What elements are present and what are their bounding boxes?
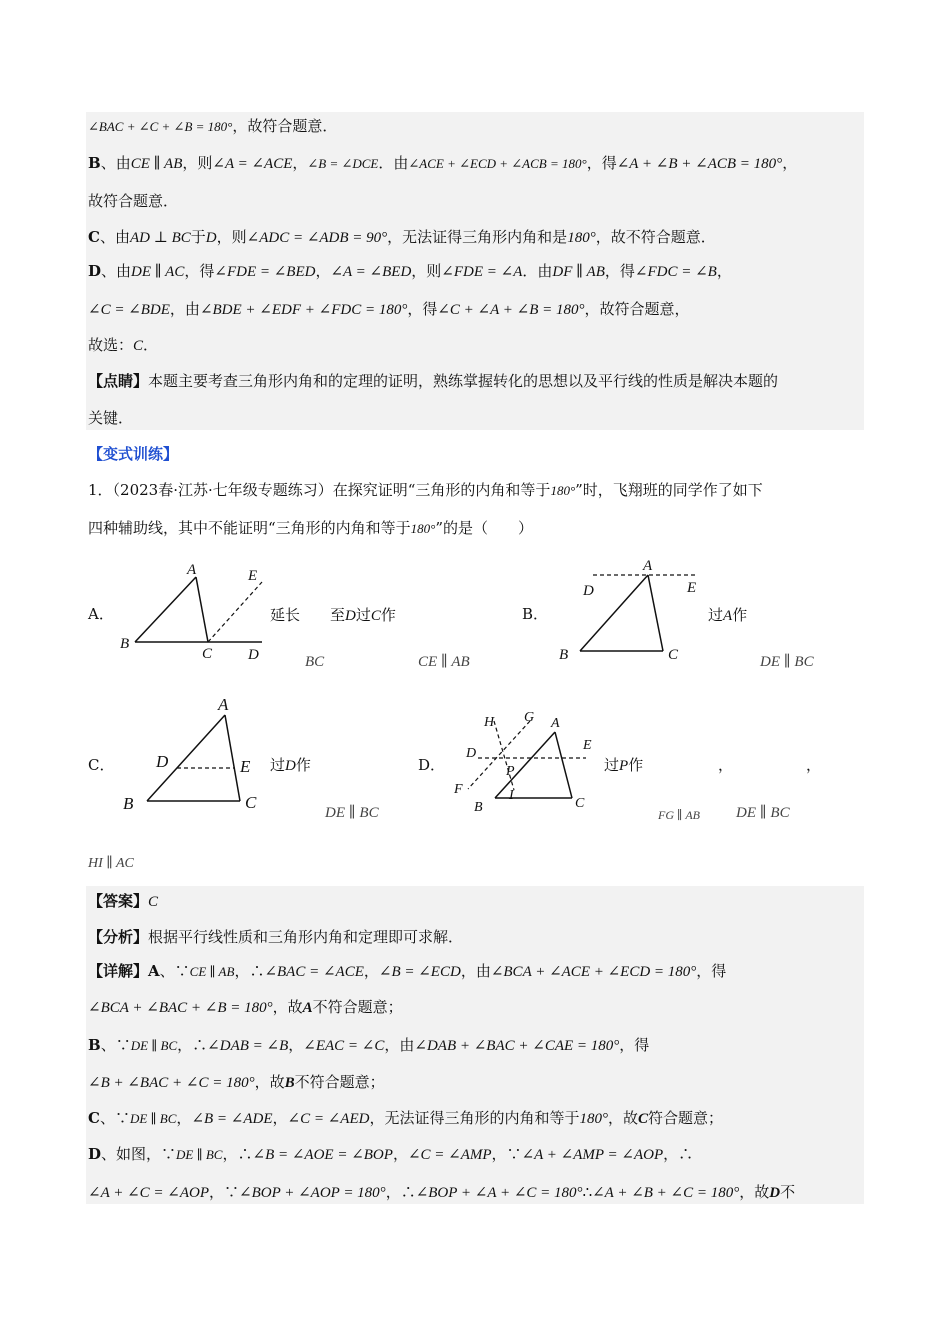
- question-line-2: 四种辅助线，其中不能证明“三角形的内角和等于180°”的是（ ）: [88, 519, 534, 537]
- option-c-sub: DE ∥ BC: [325, 805, 379, 821]
- option-b-vertex-e: E: [687, 580, 697, 596]
- option-c-vertex-e: E: [240, 757, 251, 776]
- option-a-sub-2: CE ∥ AB: [418, 654, 470, 670]
- option-b-figure: [555, 555, 715, 665]
- option-b-vertex-c: C: [668, 647, 679, 663]
- option-d-figure: [450, 705, 600, 815]
- option-b-vertex-a: A: [643, 558, 653, 574]
- solution-line-5: D、由DE ∥ AC，得∠FDE = ∠BED，∠A = ∠BED，则∠FDE = ∠A．由DF ∥ AB，得∠FDC = ∠B，: [88, 262, 732, 280]
- detail-line-2: ∠BCA + ∠BAC + ∠B = 180°，故A不符合题意；: [88, 998, 403, 1016]
- option-c-vertex-d: D: [156, 752, 169, 771]
- option-c-vertex-c: C: [245, 793, 257, 812]
- option-d-comma-2: ，: [806, 756, 822, 774]
- option-d-label: D．: [418, 756, 446, 774]
- option-c-figure: [120, 693, 270, 813]
- option-d-vertex-f: F: [454, 782, 463, 797]
- solution-line-9: 关键．: [88, 409, 134, 427]
- option-c-text: 过D作: [270, 756, 311, 774]
- option-d-sub-2: DE ∥ BC: [736, 805, 790, 821]
- option-d-vertex-c: C: [575, 796, 585, 811]
- detail-line-7: ∠A + ∠C = ∠AOP，∵∠BOP + ∠AOP = 180°，∴∠BOP + ∠A + ∠C = 180°∴∠A + ∠B + ∠C = 180°，故D不: [88, 1183, 796, 1201]
- option-a-text: 延长 至D过C作: [270, 606, 396, 624]
- option-b-vertex-d: D: [583, 583, 594, 599]
- section-title: 【变式训练】: [88, 445, 179, 463]
- option-b-vertex-b: B: [559, 647, 569, 663]
- option-d-text: 过P作: [604, 756, 644, 774]
- option-d-sub-1: FG ∥ AB: [658, 808, 700, 822]
- solution-line-7: 故选：C．: [88, 336, 159, 354]
- answer-line: 【答案】C: [88, 892, 159, 910]
- option-a-sub-1: BC: [305, 654, 325, 670]
- option-a-label: A．: [88, 605, 114, 623]
- option-c-vertex-a: A: [218, 695, 229, 714]
- solution-line-3: 故符合题意．: [88, 192, 179, 210]
- option-c-label: C．: [88, 756, 115, 774]
- analysis-line: 【分析】根据平行线性质和三角形内角和定理即可求解．: [88, 928, 464, 946]
- option-a-vertex-e: E: [248, 568, 258, 584]
- option-d-vertex-i: I: [509, 788, 514, 803]
- detail-line-5: C、∵DE ∥ BC，∠B = ∠ADE，∠C = ∠AED，无法证得三角形的内角和等于180°，故C符合题意；: [88, 1109, 724, 1127]
- solution-line-1: ∠BAC + ∠C + ∠B = 180°，故符合题意．: [88, 117, 338, 135]
- solution-line-4: C、由AD ⊥ BC于D，则∠ADC = ∠ADB = 90°，无法证得三角形内角和是180°，故不符合题意．: [88, 228, 716, 246]
- option-d-vertex-d: D: [466, 746, 477, 761]
- option-a-vertex-c: C: [202, 646, 213, 662]
- option-a-figure: [110, 560, 270, 670]
- detail-line-4: ∠B + ∠BAC + ∠C = 180°，故B不符合题意；: [88, 1073, 385, 1091]
- option-d-vertex-h: H: [484, 715, 495, 730]
- option-d-vertex-p: P: [506, 764, 515, 779]
- option-a-vertex-a: A: [187, 562, 197, 578]
- option-c-vertex-b: B: [123, 794, 134, 813]
- solution-line-6: ∠C = ∠BDE，由∠BDE + ∠EDF + ∠FDC = 180°，得∠C + ∠A + ∠B = 180°，故符合题意，: [88, 300, 690, 318]
- detail-line-1: 【详解】A、∵CE ∥ AB，∴∠BAC = ∠ACE，∠B = ∠ECD，由∠BCA + ∠ACE + ∠ECD = 180°，得: [88, 962, 727, 980]
- option-a-vertex-d: D: [248, 647, 259, 663]
- detail-line-3: B、∵DE ∥ BC，∴∠DAB = ∠B，∠EAC = ∠C，由∠DAB + ∠BAC + ∠CAE = 180°，得: [88, 1036, 650, 1054]
- option-d-vertex-g: G: [524, 710, 535, 725]
- option-d-comma-1: ，: [718, 756, 734, 774]
- option-b-text: 过A作: [708, 606, 748, 624]
- option-b-sub: DE ∥ BC: [760, 654, 814, 670]
- option-a-vertex-b: B: [120, 636, 130, 652]
- option-d-vertex-a: A: [551, 716, 560, 731]
- detail-line-6: D、如图，∵DE ∥ BC，∴∠B = ∠AOE = ∠BOP，∠C = ∠AMP，∵∠A + ∠AMP = ∠AOP，∴: [88, 1145, 694, 1163]
- option-d-vertex-e: E: [583, 738, 592, 753]
- solution-line-8: 【点睛】本题主要考查三角形内角和的定理的证明，熟练掌握转化的思想以及平行线的性质是解决本题的: [88, 372, 779, 390]
- option-b-label: B．: [522, 605, 549, 623]
- option-d-vertex-b: B: [474, 800, 483, 815]
- option-d-sub-3: HI ∥ AC: [88, 856, 134, 871]
- solution-line-2: B、由CE ∥ AB，则∠A = ∠ACE，∠B = ∠DCE．由∠ACE + ∠ECD + ∠ACB = 180°，得∠A + ∠B + ∠ACB = 180°，: [88, 154, 798, 172]
- question-line-1: 1．（2023春·江苏·七年级专题练习）在探究证明“三角形的内角和等于180°”时，飞翔班的同学作了如下: [88, 481, 763, 499]
